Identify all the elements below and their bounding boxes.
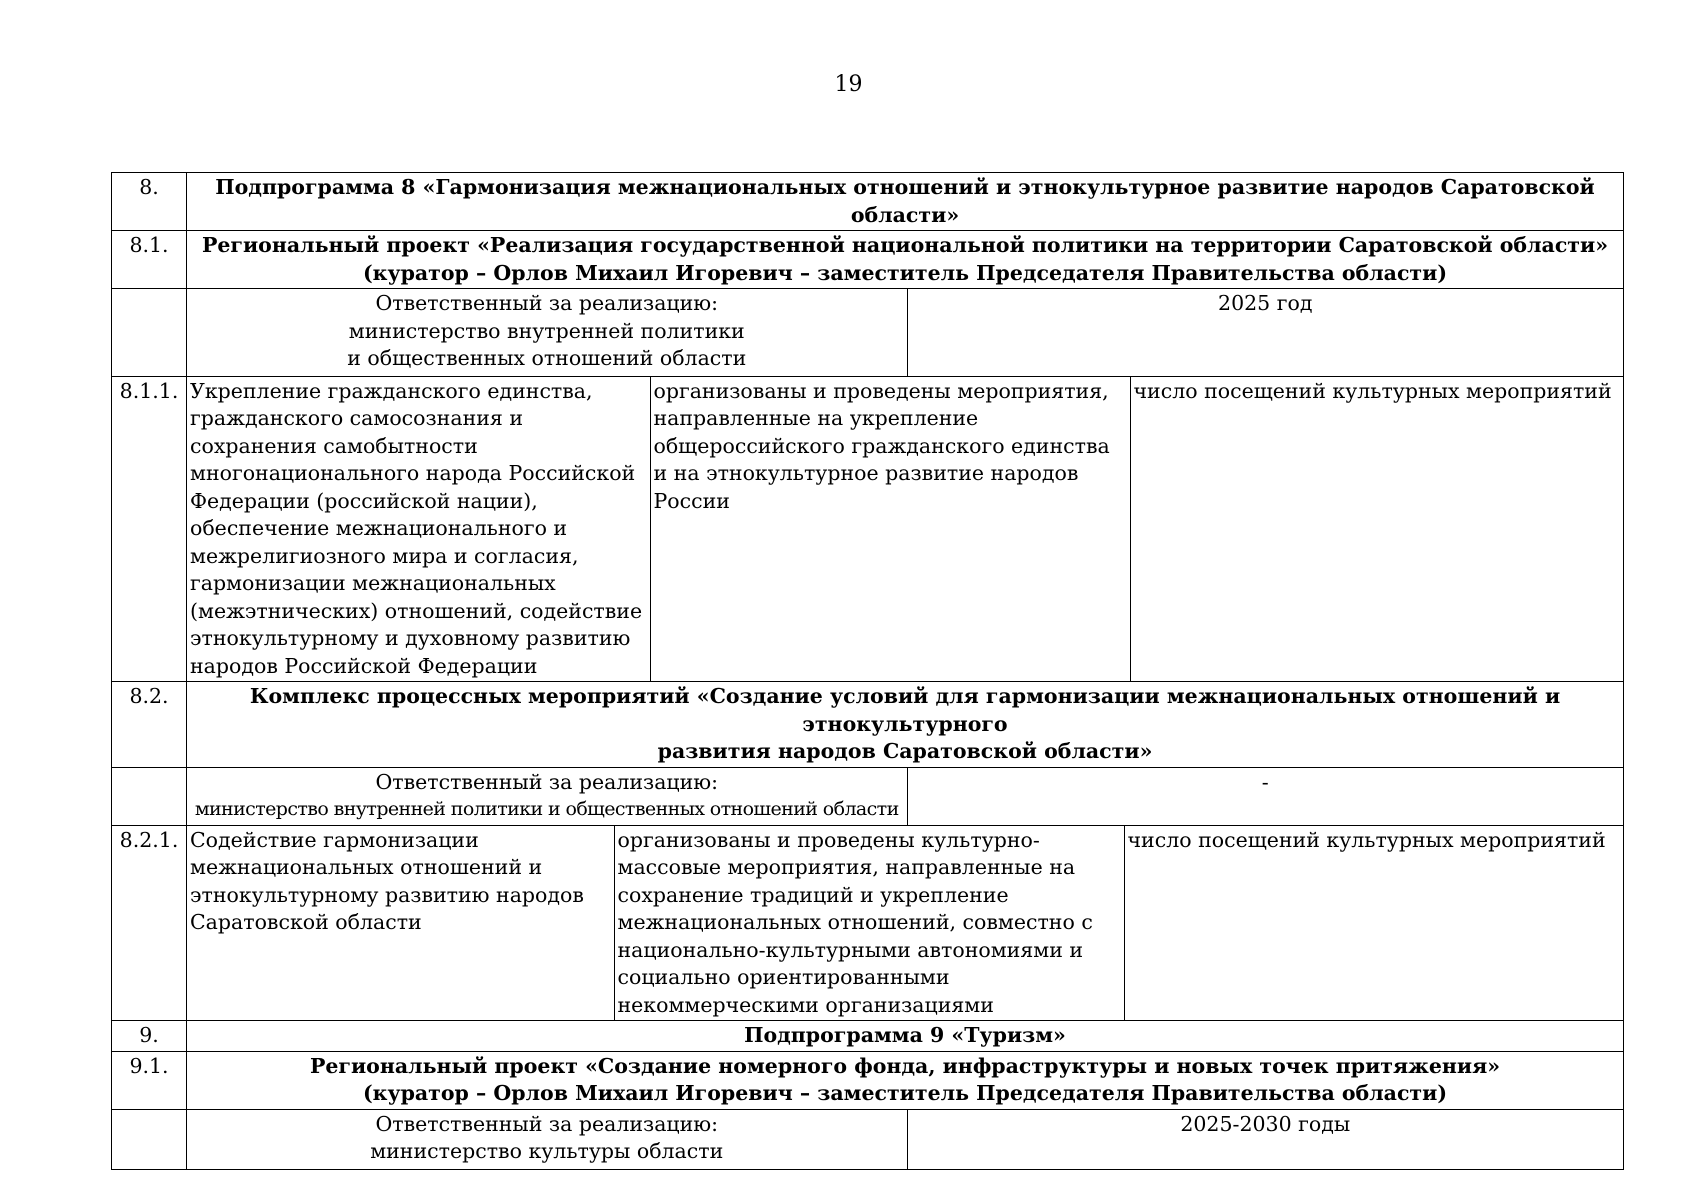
task-cell [187,825,1624,1021]
responsible-text [187,1110,907,1169]
period-text: 2025 год [907,289,1623,376]
row-number: 8.2. [112,682,187,768]
indicator-text: число посещений культурных мероприятий [1130,377,1623,682]
period-text: - [907,768,1623,825]
responsible-ministry-line: министерство культуры области [370,1139,724,1163]
project-title [187,231,1624,289]
responsible-cell [187,767,1624,825]
project-curator-line: (куратор – Орлов Михаил Игоревич – заместитель Председателя Правительства области) [362,1081,1448,1105]
project-title-line: Региональный проект «Создание номерного фонда, инфраструктуры и новых точек притяжения» [309,1053,1501,1078]
responsible-label: Ответственный за реализацию: [375,1111,719,1136]
row-number: 9.1. [112,1051,187,1109]
table-row-project-8-1 [112,231,1624,289]
indicator-text: число посещений культурных мероприятий [1124,826,1623,1021]
project-curator-line: (куратор – Орлов Михаил Игоревич – заместитель Председателя Правительства области) [362,260,1448,285]
task-text: Укрепление гражданского единства, гражданского самосознания и сохранения самобытности многонационального народа Российской Федерации (российской нации), обеспечение межнационального и межрелигиозного мира и согласия, гармонизации межнациональных (межэтнических) отношений, содействие этнокультурному и духовному развитию народов Российской Федерации [190,378,643,678]
responsible-cell [187,289,1624,377]
table-row-responsible-9-1 [112,1109,1624,1169]
complex-title-line: развития народов Саратовской области» [657,739,1153,763]
table-row-task-8-1-1 [112,376,1624,682]
row-number-empty [112,289,187,377]
table-row-responsible-8-2 [112,767,1624,825]
row-number: 8. [112,173,187,231]
responsible-ministry-line: министерство внутренней политики и общественных отношений области [194,798,899,820]
program-table [111,172,1624,1170]
complex-title [187,682,1624,768]
row-number-empty [112,1109,187,1169]
row-number: 8.2.1. [112,825,187,1021]
project-title [187,1051,1624,1109]
table-row-complex-8-2 [112,682,1624,768]
result-text: организованы и проведены мероприятия, направленные на укрепление общероссийского гражданского единства и на этнокультурное развитие народов России [650,377,1130,682]
complex-title-line: Комплекс процессных мероприятий «Создание условий для гармонизации межнациональных отношений и этнокультурного [249,684,1561,736]
task-cell [187,376,1624,682]
responsible-text [187,289,907,376]
subprogram-title: Подпрограмма 8 «Гармонизация межнациональных отношений и этнокультурное развитие народов Саратовской области» [187,173,1624,231]
row-number: 8.1.1. [112,376,187,682]
table-row-subprogram-9 [112,1021,1624,1052]
responsible-ministry-line: министерство внутренней политики [348,318,745,343]
responsible-ministry-line: и общественных отношений области [347,346,747,370]
responsible-label: Ответственный за реализацию: [375,291,719,315]
table-row-subprogram-8 [112,173,1624,231]
result-text: организованы и проведены культурно-массовые мероприятия, направленные на сохранение традиций и укрепление межнациональных отношений, совместно с национально-культурными автономиями и социально ориентированными некоммерческими организациями [614,826,1124,1021]
subprogram-title: Подпрограмма 9 «Туризм» [187,1021,1624,1052]
table-row-task-8-2-1 [112,825,1624,1021]
project-title-line: Региональный проект «Реализация государственной национальной политики на территории Саратовской области» [201,233,1609,257]
row-number: 9. [112,1021,187,1052]
period-text: 2025-2030 годы [907,1110,1623,1169]
task-text: Содействие гармонизации межнациональных отношений и этнокультурному развитию народов Саратовской области [190,827,584,934]
table-row-project-9-1 [112,1051,1624,1109]
responsible-cell [187,1109,1624,1169]
row-number: 8.1. [112,231,187,289]
table-row-responsible-8-1 [112,289,1624,377]
row-number-empty [112,767,187,825]
responsible-text [187,768,907,825]
page-number: 19 [834,72,863,97]
responsible-label: Ответственный за реализацию: [375,769,719,794]
